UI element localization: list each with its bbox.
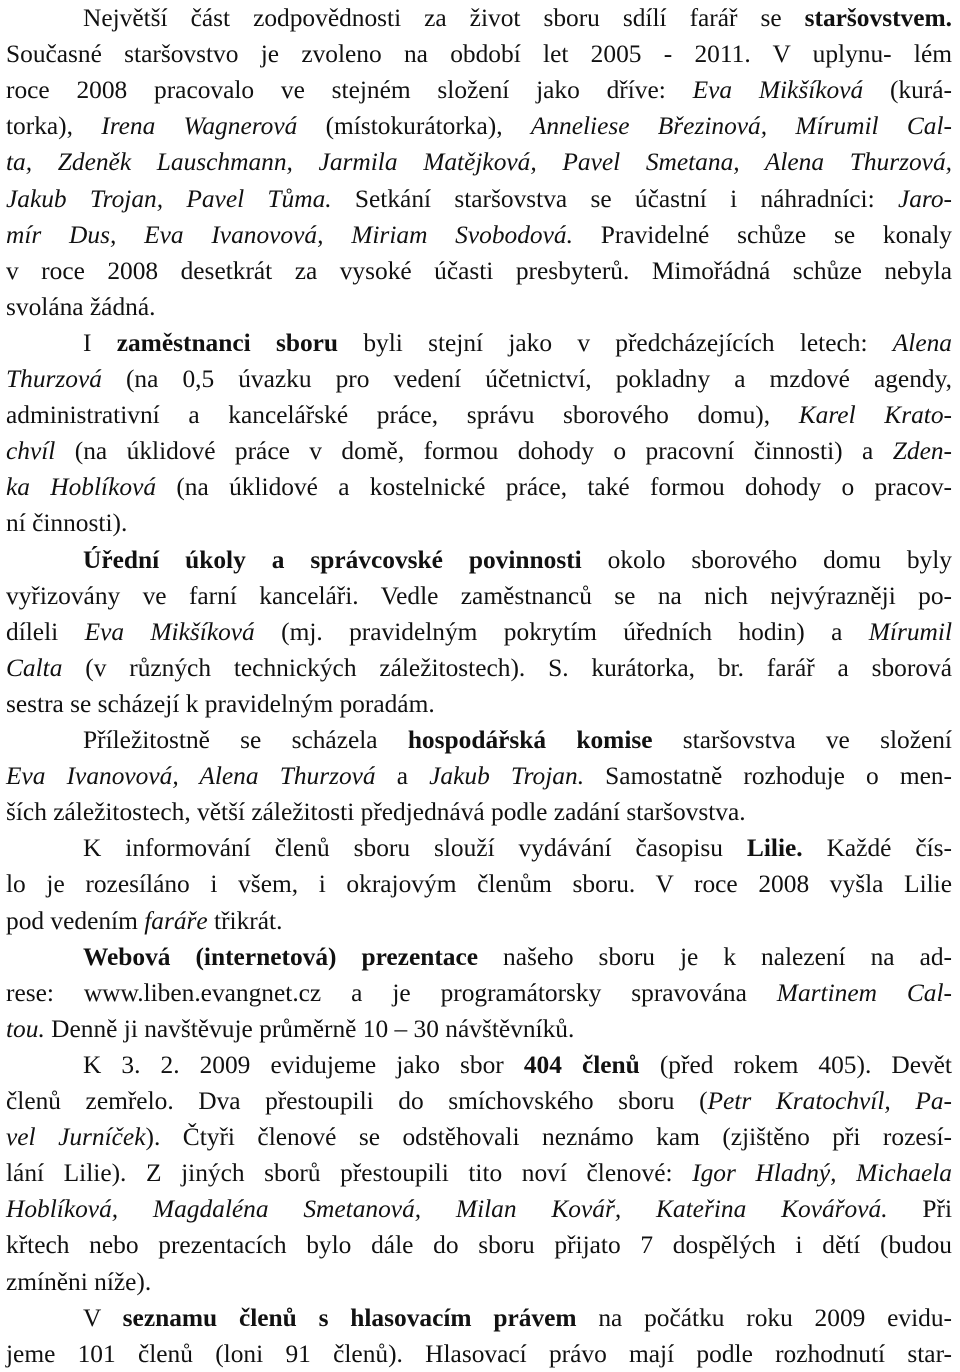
text-run: administrativní a kancelářské práce, správu sborového domu), (6, 401, 799, 430)
text-line (6, 1336, 952, 1372)
text-run: (na úklidové a kostelnické práce, také formou dohody o pracov- (156, 473, 953, 502)
text-line (6, 758, 952, 794)
italic-run: Jakub Trojan. (429, 762, 585, 791)
italic-run: Irena Wagnerová (101, 112, 298, 141)
paragraph-first-line (83, 1047, 952, 1083)
text-line (6, 794, 952, 830)
italic-run: Eva Mikšíková (692, 76, 864, 105)
italic-run: Martinem Cal- (776, 978, 952, 1007)
italic-run: Petr Kratochvíl, Pa- (707, 1087, 952, 1115)
text-line (6, 1083, 952, 1119)
text-line (6, 1011, 952, 1047)
italic-run: ta, Zdeněk Lauschmann, Jarmila Matějková, Pavel Smetana, Alena Thurzová, (6, 148, 952, 177)
text-line (6, 397, 952, 433)
text-line (6, 1155, 952, 1191)
text-run: K informování členů sboru slouží vydávání časopisu (83, 834, 747, 863)
text-run: na počátku roku 2009 evidu- (576, 1303, 952, 1332)
text-line (6, 253, 952, 289)
italic-run: Jaro- (897, 184, 952, 213)
text-line (6, 433, 952, 469)
text-run: našeho sboru je k nalezení na ad- (478, 942, 952, 971)
text-line (6, 144, 952, 180)
text-run: Příležitostně se scházela (83, 726, 408, 754)
text-run: Každé čís- (802, 834, 952, 863)
text-line (6, 1119, 952, 1155)
paragraph-first-line (83, 325, 952, 361)
italic-run: Mírumil (868, 617, 952, 646)
paragraph-first-line (83, 1300, 952, 1336)
bold-run: Webová (internetová) prezentace (83, 942, 479, 971)
paragraph-first-line (83, 830, 952, 866)
text-line (6, 686, 952, 722)
paragraph-first-line (83, 0, 952, 36)
text-run: jeme 101 členů (loni 91 členů). (6, 1339, 426, 1368)
text-run: ní činnosti). (6, 509, 128, 538)
text-run: a (375, 762, 430, 791)
text-line (6, 36, 952, 72)
text-run: (mj. pravidelným pokrytím úředních hodin) a (254, 617, 869, 646)
text-line (6, 181, 952, 217)
text-run: I (83, 328, 117, 357)
italic-run: Karel Krato- (798, 401, 952, 430)
text-line (6, 469, 952, 505)
bold-run: Lilie. (746, 834, 803, 863)
italic-run: Anneliese Březinová, Mírumil Cal- (530, 112, 952, 141)
text-run: Při (887, 1195, 952, 1224)
text-line (6, 975, 952, 1011)
text-line (6, 1227, 952, 1263)
text-run: Setkání staršovstva se účastní i náhradníci: (331, 184, 898, 213)
italic-run: mír Dus, Eva Ivanovová, Miriam Svobodová. (6, 220, 573, 249)
text-run: křtech nebo prezentacích bylo dále do sboru přijato 7 dospělých i dětí (budou (6, 1231, 952, 1260)
text-run: Největší část zodpovědnosti za život sboru sdílí farář se (83, 4, 805, 32)
italic-run: Eva Ivanovová, Alena Thurzová (6, 762, 376, 791)
text-run: členů zemřelo. Dva přestoupili do smíchovského sboru ( (6, 1087, 708, 1115)
text-run: svolána žádná. (6, 292, 156, 321)
text-run: lání Lilie). Z jiných sborů přestoupili tito noví členové: (6, 1159, 693, 1188)
text-run: (na úklidové práce v domě, formou dohody o pracovní činnosti) a (55, 437, 893, 466)
text-run: (kurá- (863, 76, 952, 105)
bold-run: staršovstvem. (804, 4, 952, 32)
text-run: (v různých technických záležitostech). S. kurátorka, br. farář a sborová (62, 653, 952, 682)
text-line (6, 72, 952, 108)
text-run: třikrát. (207, 906, 283, 935)
text-line (6, 1264, 952, 1300)
text-run: K 3. 2. 2009 evidujeme jako sbor (83, 1050, 524, 1079)
italic-run: Calta (6, 653, 63, 682)
paragraph-first-line (83, 939, 952, 975)
text-run: ). Čtyři členové se odstěhovali neznámo kam (zjištěno při rozesí- (145, 1123, 952, 1152)
text-line (6, 361, 952, 397)
text-line (6, 505, 952, 541)
bold-run: 404 členů (523, 1050, 640, 1079)
text-run: Denně ji navštěvuje průměrně 10 – 30 návštěvníků. (44, 1014, 575, 1043)
italic-run: Alena (892, 328, 952, 357)
text-run: lo je rozesíláno i všem, i okrajovým členům sboru. V roce 2008 vyšla Lilie (6, 870, 952, 899)
text-run: sestra se scházejí k pravidelným poradám. (6, 689, 435, 718)
text-run: (místokurátorka), (297, 112, 531, 141)
text-line (6, 217, 952, 253)
italic-run: vel Jurníček (6, 1123, 146, 1152)
text-run: torka), (6, 112, 102, 141)
text-run: díleli (6, 617, 85, 646)
text-line (6, 903, 952, 939)
italic-run: Thurzová (6, 365, 102, 393)
italic-run: Eva Mikšíková (84, 617, 255, 646)
text-line (6, 614, 952, 650)
text-run: vyřizovány ve farní kanceláři. Vedle zaměstnanců se na nich nejvýrazněji po- (6, 581, 952, 610)
text-run: roce 2008 pracovalo ve stejném složení jako dříve: (6, 76, 693, 105)
italic-run: Zden- (892, 437, 952, 466)
text-run: okolo sborového domu byly (581, 545, 953, 574)
text-run: V (83, 1303, 123, 1332)
text-run: Samostatně rozhoduje o men- (584, 762, 953, 791)
text-run: rese: www.liben.evangnet.cz a je programátorsky spravována (6, 978, 777, 1007)
text-run: Hlasovací právo mají podle rozhodnutí star- (425, 1339, 952, 1368)
paragraph-first-line (83, 542, 952, 578)
italic-run: chvíl (6, 437, 56, 466)
text-line (6, 1191, 952, 1227)
text-run: byli stejní jako v předcházejících letech: (338, 328, 893, 357)
text-run: v roce 2008 desetkrát za vysoké účasti presbyterů. Mimořádná schůze nebyla (6, 256, 952, 285)
text-run: staršovstva ve složení (652, 726, 952, 754)
italic-run: faráře (144, 906, 208, 935)
text-run: (před rokem 405). Devět (639, 1050, 952, 1079)
bold-run: Úřední úkoly a správcovské povinnosti (83, 545, 582, 574)
text-line (6, 578, 952, 614)
text-line (6, 866, 952, 902)
italic-run: tou. (6, 1014, 45, 1043)
text-run: (na 0,5 úvazku pro vedení účetnictví, pokladny a mzdové agendy, (101, 365, 952, 393)
italic-run: Igor Hladný, Michaela (692, 1159, 953, 1188)
bold-run: hospodářská komise (407, 726, 653, 754)
text-line (6, 289, 952, 325)
bold-run: seznamu členů s hlasovacím právem (122, 1303, 577, 1332)
text-run: pod vedením (6, 906, 145, 935)
text-line (6, 650, 952, 686)
italic-run: ka Hoblíková (6, 473, 157, 502)
italic-run: Hoblíková, Magdaléna Smetanová, Milan Kovář, Kateřina Kovářová. (6, 1195, 888, 1224)
italic-run: Jakub Trojan, Pavel Tůma. (6, 184, 332, 213)
text-run: Pravidelné schůze se konaly (572, 220, 953, 249)
paragraph-first-line (83, 722, 952, 758)
text-run: ších záležitostech, větší záležitosti předjednává podle zadání staršovstva. (6, 798, 746, 827)
text-run: Současné staršovstvo je zvoleno na období let 2005 - 2011. V uplynu- lém (6, 40, 952, 69)
text-line (6, 108, 952, 144)
text-run: zmíněni níže). (6, 1267, 152, 1296)
bold-run: zaměstnanci sboru (116, 328, 339, 357)
